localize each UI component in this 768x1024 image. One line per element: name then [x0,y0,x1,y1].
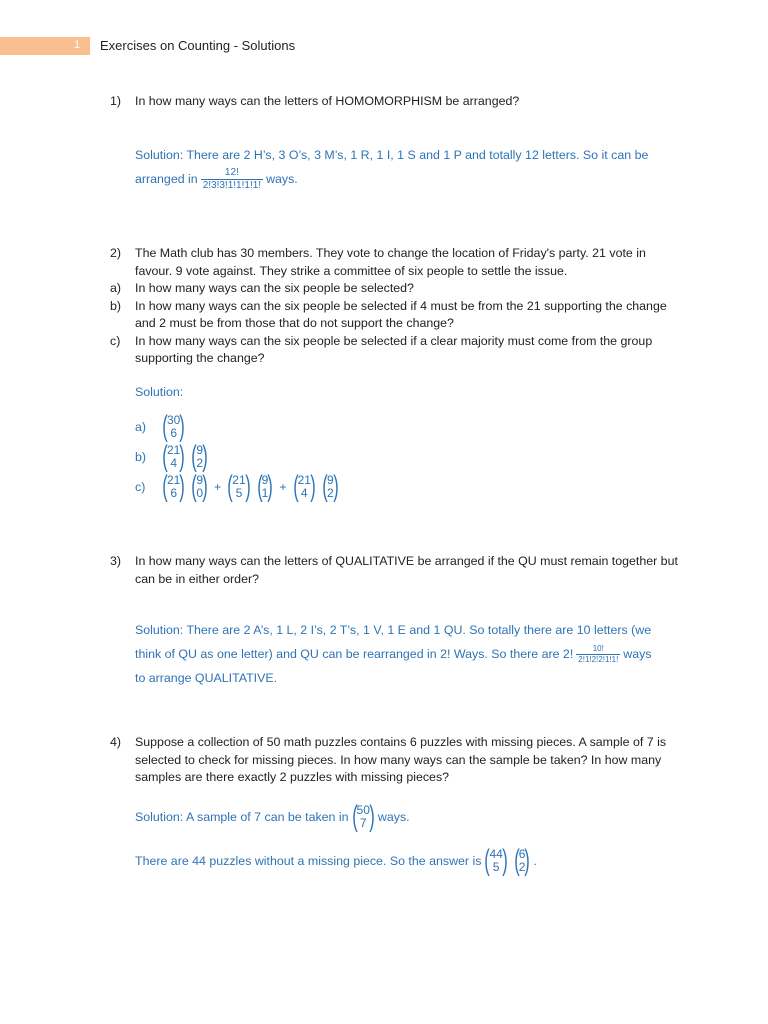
subquestion-text: In how many ways can the six people be selected if 4 must be from the 21 supporting the change and 2 must be from those that do not support the change? [135,298,667,330]
solution-line: Solution: There are 2 A’s, 1 L, 2 I’s, 2 T’s, 1 V, 1 E and 1 QU. So totally there are 10 letters (we [135,623,652,637]
fraction-numerator: 10! [592,643,604,653]
binomial-bottom: 2 [196,456,204,470]
question-text: In how many ways can the letters of QUALITATIVE be arranged if the QU must remain together but can be in either order? [135,554,678,586]
solution-line [135,846,680,876]
binomial-top: 21 [232,473,246,487]
solution-label: Solution: [135,385,184,399]
binomial-top: 6 [518,847,526,861]
binomial: ( 50 7 ) [351,800,375,833]
binomial-top: 21 [167,443,181,457]
subquestion-text: In how many ways can the six people be selected? [135,281,414,295]
fraction-denominator: 2!3!3!1!1!1!1! [202,179,262,191]
question-text: In how many ways can the letters of HOMOMORPHISM be arranged? [135,94,520,108]
subquestion-label: c) [110,333,121,348]
solution-b [135,442,680,472]
binomial-top: 9 [326,473,334,487]
binomial-bottom: 2 [518,860,526,874]
fraction [576,644,620,665]
binomial: ( 9 1 ) [256,470,274,503]
binomial-bottom: 0 [196,486,204,500]
option-label: a) [135,420,147,434]
binomial-bottom: 5 [492,860,500,874]
binomial-bottom: 4 [170,456,178,470]
binomial-top: 50 [356,803,370,817]
binomial-top: 21 [167,473,181,487]
page-title: Exercises on Counting - Solutions [100,38,296,53]
fraction [201,167,263,192]
binomial-top: 9 [196,443,204,457]
solution-text: ways. [377,810,410,824]
option-label: b) [135,450,147,464]
binomial-top: 9 [196,473,204,487]
question-number: 4) [110,735,122,749]
fraction-numerator: 12! [224,166,239,178]
solution-text: Solution: A sample of 7 can be taken in [135,810,349,824]
binomial: ( 21 4 ) [162,440,186,473]
question-text: The Math club has 30 members. They vote to change the location of Friday's party. 21 vote in favour. 9 vote against. They strike a committee of six people to settle the issue. [135,246,646,278]
solution-2 [135,380,680,502]
binomial-bottom: 2 [326,486,334,500]
question-text: Suppose a collection of 50 math puzzles contains 6 puzzles with missing pieces. A sample of 7 is selected to check for missing pieces. In how many ways can the sample be taken? In how many samples are there exactly 2 puzzles with missing pieces? [135,735,667,784]
solution-4 [135,802,680,876]
binomial-top: 9 [261,473,269,487]
solution-text: ways [623,647,652,661]
subquestion-label: b) [110,298,122,313]
binomial-bottom: 6 [170,426,178,440]
binomial: ( 21 4 ) [292,470,316,503]
solution-line: to arrange QUALITATIVE. [135,671,278,685]
solution-text: arranged in [135,172,198,186]
question-4 [110,734,680,787]
binomial-bottom: 6 [170,486,178,500]
solution-text: There are 44 puzzles without a missing piece. So the answer is [135,854,482,868]
solution-a [135,412,680,442]
question-number: 3) [110,554,122,568]
plus-sign: + [214,480,222,494]
solution-line: Solution: There are 2 H’s, 3 O’s, 3 M’s, 1 R, 1 I, 1 S and 1 P and totally 12 letters. So it can be [135,148,649,162]
binomial-top: 21 [297,473,311,487]
binomial-bottom: 4 [300,486,308,500]
question-2 [110,245,680,368]
question-3 [110,553,680,588]
solution-text: ways. [266,172,298,186]
question-1 [110,93,680,111]
binomial-bottom: 7 [359,816,367,830]
subquestion-text: In how many ways can the six people be selected if a clear majority must come from the group supporting the change? [135,333,653,365]
plus-sign: + [279,480,287,494]
binomial: ( 21 5 ) [227,470,251,503]
page-number: 1 [74,39,81,51]
solution-text: think of QU as one letter) and QU can be rearranged in 2! Ways. So there are 2! [135,647,574,661]
solution-1 [135,143,680,191]
binomial: ( 9 2 ) [322,470,339,503]
binomial-bottom: 5 [235,486,243,500]
binomial-bottom: 1 [261,486,269,500]
solution-text: . [533,854,537,868]
binomial: ( 30 6 ) [162,410,186,443]
binomial: ( 9 0 ) [191,470,208,503]
option-label: c) [135,480,146,494]
binomial: ( 44 5 ) [484,844,508,877]
binomial-top: 44 [489,847,503,861]
question-number: 2) [110,246,122,260]
binomial-top: 30 [167,413,181,427]
fraction-denominator: 2!1!2!2!1!1! [578,654,619,664]
solution-line [135,802,680,832]
solution-c [135,472,680,502]
subquestion-label: a) [110,281,122,295]
solution-line [135,642,680,666]
solution-line [135,167,680,191]
binomial: ( 21 6 ) [162,470,186,503]
binomial: ( 9 2 ) [191,440,208,473]
question-number: 1) [110,94,122,108]
solution-3 [135,618,680,690]
binomial: ( 6 2 ) [514,844,531,877]
